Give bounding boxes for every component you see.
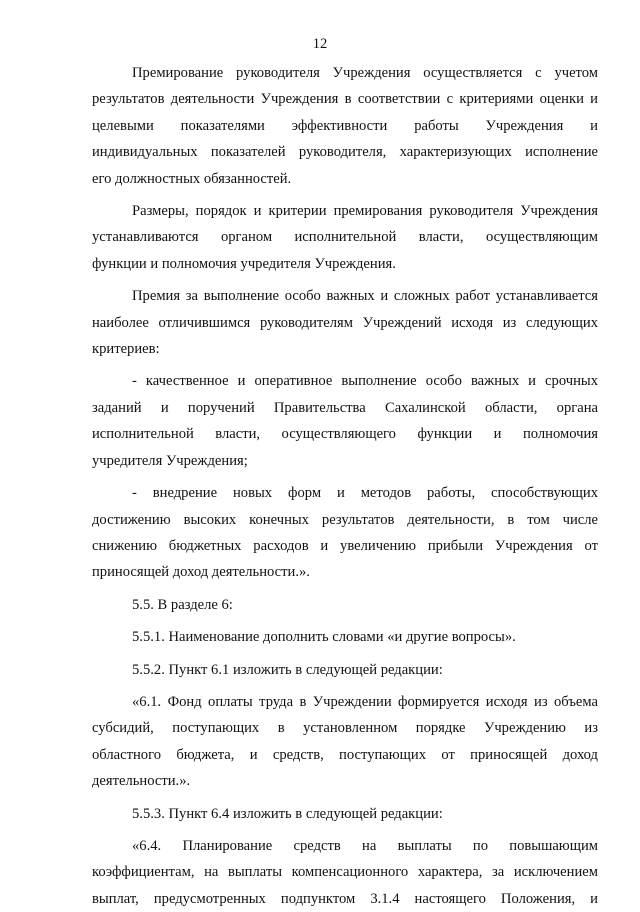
text-line: субсидий, поступающих в установленном порядке Учреждению из — [92, 720, 598, 737]
paragraph-premium-order — [92, 198, 598, 277]
text-line: выплат, предусмотренных подпунктом 3.1.4 настоящего Положения, и — [92, 890, 598, 907]
text-line: критериев: — [92, 341, 160, 358]
text-line: 5.5.1. Наименование дополнить словами «и другие вопросы». — [132, 629, 516, 646]
document-body — [92, 60, 598, 912]
text-line: индивидуальных показателей руководителя, характеризующих исполнение — [92, 144, 598, 161]
paragraph-section-5-5 — [92, 592, 598, 618]
text-line: областного бюджета, и средств, поступающих от приносящей доход — [92, 746, 598, 763]
text-line: 5.5. В разделе 6: — [132, 596, 233, 613]
paragraph-special-premium — [92, 283, 598, 362]
text-line: «6.1. Фонд оплаты труда в Учреждении формируется исходя из объема — [132, 693, 598, 710]
text-line: - внедрение новых форм и методов работы, способствующих — [132, 485, 598, 502]
text-line: заданий и поручений Правительства Сахалинской области, органа — [92, 399, 598, 416]
text-line: коэффициентам, на выплаты компенсационного характера, за исключением — [92, 864, 598, 881]
text-line: учредителя Учреждения; — [92, 452, 248, 469]
text-line: приносящей доход деятельности.». — [92, 564, 310, 581]
paragraph-clause-6-4 — [92, 833, 598, 912]
text-line: достижению высоких конечных результатов деятельности, в том числе — [92, 511, 598, 528]
list-item-criterion-2 — [92, 480, 598, 586]
page-number: 12 — [312, 36, 328, 52]
text-line: его должностных обязанностей. — [92, 170, 292, 187]
text-line: устанавливаются органом исполнительной власти, осуществляющим — [92, 229, 598, 246]
text-line: функции и полномочия учредителя Учреждения. — [92, 255, 396, 272]
list-item-criterion-1 — [92, 368, 598, 474]
paragraph-section-5-5-3 — [92, 801, 598, 827]
text-line: исполнительной власти, осуществляющего функции и полномочия — [92, 426, 598, 443]
text-line: «6.4. Планирование средств на выплаты по повышающим — [132, 837, 598, 854]
text-line: снижению бюджетных расходов и увеличению прибыли Учреждения от — [92, 537, 598, 554]
paragraph-section-5-5-2 — [92, 657, 598, 683]
text-line: Премирование руководителя Учреждения осуществляется с учетом — [132, 65, 598, 81]
paragraph-clause-6-1 — [92, 689, 598, 795]
text-line: результатов деятельности Учреждения в соответствии с критериями оценки и — [92, 91, 598, 108]
text-line: целевыми показателями эффективности работы Учреждения и — [92, 117, 598, 134]
paragraph-section-5-5-1 — [92, 624, 598, 650]
text-line: Размеры, порядок и критерии премирования руководителя Учреждения — [132, 203, 598, 220]
text-line: - качественное и оперативное выполнение особо важных и срочных — [132, 373, 598, 390]
text-line: наиболее отличившимся руководителям Учреждений исходя из следующих — [92, 314, 598, 331]
text-line: Премия за выполнение особо важных и сложных работ устанавливается — [132, 288, 598, 305]
text-line: 5.5.3. Пункт 6.4 изложить в следующей редакции: — [132, 805, 443, 822]
text-line: деятельности.». — [92, 773, 191, 790]
text-line: 5.5.2. Пункт 6.1 изложить в следующей редакции: — [132, 661, 443, 678]
paragraph-premium-criteria — [92, 60, 598, 192]
